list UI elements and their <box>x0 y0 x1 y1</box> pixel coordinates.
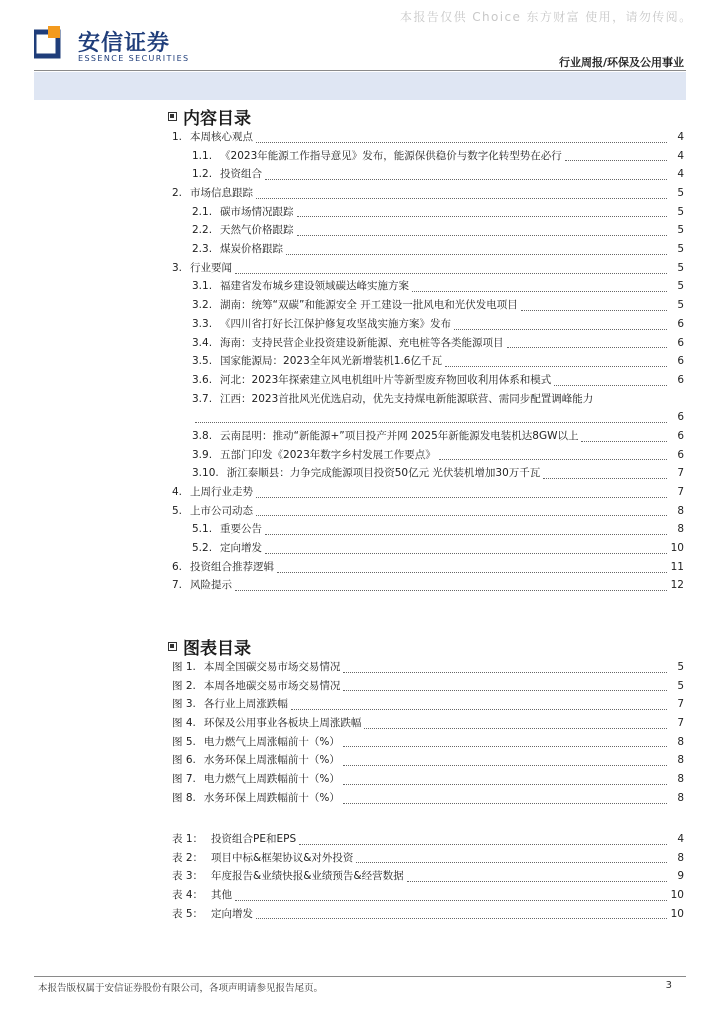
toc-entry[interactable] <box>172 789 684 808</box>
entry-number: 图 2. <box>172 679 196 692</box>
entry-page: 11 <box>670 560 684 573</box>
dot-leader <box>235 259 667 274</box>
dot-leader <box>343 658 667 673</box>
entry-page: 6 <box>677 373 684 386</box>
dot-leader <box>277 558 667 573</box>
entry-title: 本周核心观点 <box>190 130 254 143</box>
toc-entry[interactable] <box>172 184 684 203</box>
dot-leader <box>286 240 667 255</box>
toc-entry[interactable] <box>172 502 684 521</box>
entry-page: 6 <box>677 411 684 424</box>
entry-title: 五部门印发《2023年数字乡村发展工作要点》 <box>220 448 436 461</box>
toc-entry[interactable] <box>172 464 684 483</box>
entry-number: 2. <box>172 187 183 200</box>
entry-page: 5 <box>677 660 684 673</box>
dot-leader <box>297 221 667 236</box>
entry-page: 7 <box>677 486 684 499</box>
entry-number: 表 4： <box>172 889 204 902</box>
dot-leader <box>256 502 667 517</box>
toc-entry[interactable] <box>172 770 684 789</box>
entry-page: 8 <box>677 523 684 536</box>
entry-page: 12 <box>670 579 684 592</box>
dot-leader <box>356 849 667 864</box>
entry-title: 风险提示 <box>190 579 233 592</box>
dot-leader <box>343 677 667 692</box>
dot-leader <box>343 733 667 748</box>
entry-title: 本周全国碳交易市场交易情况 <box>203 660 341 673</box>
entry-number: 3.9. <box>192 448 213 461</box>
dot-leader <box>343 789 667 804</box>
entry-number: 6. <box>172 560 183 573</box>
entry-page: 5 <box>677 280 684 293</box>
company-logo <box>34 24 234 68</box>
entry-number: 图 8. <box>172 791 196 804</box>
entry-page: 5 <box>677 187 684 200</box>
entry-title: 江西：2023首批风光优选启动，优先支持煤电新能源联营、需同步配置调峰能力 <box>220 392 594 405</box>
toc-entry[interactable] <box>172 390 684 427</box>
entry-number: 1.2. <box>192 168 213 181</box>
entry-number: 2.1. <box>192 205 213 218</box>
entry-number: 4. <box>172 486 183 499</box>
dot-leader <box>291 695 667 710</box>
entry-title: 定向增发 <box>220 542 263 555</box>
entry-title: 投资组合PE和EPS <box>211 832 297 845</box>
dot-leader <box>412 278 667 293</box>
toc-entry[interactable] <box>172 886 684 905</box>
entry-title: 河北：2023年探索建立风电机组叶片等新型废弃物回收利用体系和模式 <box>220 373 552 386</box>
entry-number: 表 2： <box>172 851 204 864</box>
toc-entry[interactable] <box>172 315 684 334</box>
entry-title: 年度报告&业绩快报&业绩预告&经营数据 <box>211 870 404 883</box>
entry-title: 各行业上周涨跌幅 <box>203 698 288 711</box>
entry-title: 《四川省打好长江保护修复攻坚战实施方案》发布 <box>220 317 452 330</box>
toc-entry[interactable] <box>172 240 684 259</box>
entry-page: 5 <box>677 261 684 274</box>
table-of-contents <box>172 128 684 595</box>
entry-page: 8 <box>677 504 684 517</box>
entry-title: 投资组合 <box>220 168 263 181</box>
entry-title: 水务环保上周跌幅前十（%） <box>203 791 340 804</box>
dot-leader <box>256 483 667 498</box>
entry-page: 5 <box>677 205 684 218</box>
entry-page: 6 <box>677 429 684 442</box>
toc-entry[interactable] <box>172 539 684 558</box>
figures-heading <box>168 634 251 659</box>
toc-entry[interactable] <box>172 483 684 502</box>
dot-leader <box>364 714 667 729</box>
toc-entry[interactable] <box>172 334 684 353</box>
entry-page: 10 <box>670 542 684 555</box>
entry-title: 环保及公用事业各板块上周涨跌幅 <box>203 717 362 730</box>
dot-leader <box>445 352 667 367</box>
toc-entry[interactable] <box>172 165 684 184</box>
toc-entry[interactable] <box>172 371 684 390</box>
dot-leader <box>507 334 667 349</box>
watermark: 本报告仅供 Choice 东方财富 使用，请勿传阅。 <box>400 10 693 24</box>
toc-entry[interactable] <box>172 714 684 733</box>
entry-number: 图 4. <box>172 717 196 730</box>
entry-title: 煤炭价格跟踪 <box>220 243 284 256</box>
entry-title: 上周行业走势 <box>190 486 254 499</box>
toc-entry[interactable] <box>172 259 684 278</box>
entry-page: 10 <box>670 889 684 902</box>
entry-number: 2.2. <box>192 224 213 237</box>
entry-number: 表 3： <box>172 870 204 883</box>
dot-leader <box>565 147 667 162</box>
toc-entry[interactable] <box>172 147 684 166</box>
entry-number: 3.10. <box>192 467 219 480</box>
entry-page: 4 <box>677 832 684 845</box>
figure-list <box>172 658 684 808</box>
entry-number: 3.8. <box>192 429 213 442</box>
entry-title: 碳市场情况跟踪 <box>220 205 294 218</box>
table-list <box>172 830 684 923</box>
section-bullet-icon <box>168 112 177 121</box>
dot-leader <box>256 905 667 920</box>
page-number: 3 <box>665 980 672 991</box>
dot-leader <box>195 403 667 423</box>
entry-title: 水务环保上周涨幅前十（%） <box>203 754 340 767</box>
dot-leader <box>439 446 667 461</box>
entry-page: 4 <box>677 130 684 143</box>
logo-mark-icon <box>34 26 70 62</box>
entry-number: 3.6. <box>192 373 213 386</box>
entry-number: 5. <box>172 504 183 517</box>
toc-entry[interactable] <box>172 905 684 924</box>
entry-page: 5 <box>677 243 684 256</box>
toc-entry[interactable] <box>172 695 684 714</box>
entry-title: 定向增发 <box>211 907 254 920</box>
toc-entry[interactable] <box>172 867 684 886</box>
entry-number: 3.1. <box>192 280 213 293</box>
dot-leader <box>521 296 667 311</box>
entry-title: 国家能源局：2023全年风光新增装机1.6亿千瓦 <box>220 355 442 368</box>
entry-page: 8 <box>677 851 684 864</box>
dot-leader <box>265 165 667 180</box>
toc-entry[interactable] <box>172 128 684 147</box>
entry-page: 7 <box>677 717 684 730</box>
toc-entry[interactable] <box>172 446 684 465</box>
dot-leader <box>256 184 667 199</box>
toc-entry[interactable] <box>172 558 684 577</box>
entry-number: 图 6. <box>172 754 196 767</box>
entry-title: 云南昆明：推动“新能源+”项目投产并网 2025年新能源发电装机达8GW以上 <box>220 429 579 442</box>
report-category: 行业周报/环保及公用事业 <box>558 56 684 69</box>
entry-number: 图 7. <box>172 773 196 786</box>
toc-entry[interactable] <box>172 221 684 240</box>
dot-leader <box>343 770 667 785</box>
toc-entry[interactable] <box>172 427 684 446</box>
entry-number: 3.7. <box>192 392 213 405</box>
footer-divider <box>34 976 686 977</box>
toc-heading-text: 内容目录 <box>183 109 251 129</box>
entry-number: 3.3. <box>192 317 213 330</box>
entry-title: 市场信息跟踪 <box>190 187 254 200</box>
header-divider <box>34 70 686 71</box>
dot-leader <box>407 867 667 882</box>
header-band <box>34 72 686 100</box>
entry-page: 8 <box>677 754 684 767</box>
entry-number: 图 3. <box>172 698 196 711</box>
toc-entry[interactable] <box>172 520 684 539</box>
entry-page: 5 <box>677 679 684 692</box>
entry-title: 浙江泰顺县：力争完成能源项目投资50亿元 光伏装机增加30万千瓦 <box>226 467 541 480</box>
entry-number: 3. <box>172 261 183 274</box>
entry-number: 7. <box>172 579 183 592</box>
entry-title: 电力燃气上周涨幅前十（%） <box>203 735 340 748</box>
toc-entry[interactable] <box>172 677 684 696</box>
entry-page: 5 <box>677 299 684 312</box>
entry-title: 《2023年能源工作指导意见》发布，能源保供稳价与数字化转型势在必行 <box>220 149 562 162</box>
entry-page: 6 <box>677 355 684 368</box>
entry-page: 6 <box>677 336 684 349</box>
toc-entry[interactable] <box>172 849 684 868</box>
entry-title: 福建省发布城乡建设领域碳达峰实施方案 <box>220 280 410 293</box>
entry-page: 4 <box>677 168 684 181</box>
dot-leader <box>256 128 667 143</box>
entry-number: 1. <box>172 130 183 143</box>
entry-page: 4 <box>677 149 684 162</box>
dot-leader <box>297 203 667 218</box>
entry-page: 9 <box>677 870 684 883</box>
entry-title: 行业要闻 <box>190 261 233 274</box>
entry-page: 7 <box>677 698 684 711</box>
entry-page: 8 <box>677 773 684 786</box>
toc-entry[interactable] <box>172 296 684 315</box>
entry-page: 6 <box>677 448 684 461</box>
entry-number: 图 1. <box>172 660 196 673</box>
figures-heading-text: 图表目录 <box>183 639 251 659</box>
entry-number: 3.2. <box>192 299 213 312</box>
toc-entry[interactable] <box>172 203 684 222</box>
entry-number: 表 1： <box>172 832 204 845</box>
entry-title: 项目中标&框架协议&对外投资 <box>211 851 354 864</box>
dot-leader <box>299 830 667 845</box>
entry-number: 5.1. <box>192 523 213 536</box>
entry-number: 3.4. <box>192 336 213 349</box>
toc-entry[interactable] <box>172 733 684 752</box>
entry-page: 10 <box>670 907 684 920</box>
section-bullet-icon <box>168 642 177 651</box>
entry-title: 重要公告 <box>220 523 263 536</box>
entry-number: 1.1. <box>192 149 213 162</box>
dot-leader <box>343 751 667 766</box>
toc-entry[interactable] <box>172 658 684 677</box>
entry-title: 上市公司动态 <box>190 504 254 517</box>
toc-entry[interactable] <box>172 577 684 596</box>
entry-page: 7 <box>677 467 684 480</box>
entry-title: 电力燃气上周跌幅前十（%） <box>203 773 340 786</box>
toc-entry[interactable] <box>172 352 684 371</box>
logo-text-cn: 安信证券 <box>78 31 171 56</box>
entry-title: 天然气价格跟踪 <box>220 224 294 237</box>
dot-leader <box>543 464 667 479</box>
toc-entry[interactable] <box>172 830 684 849</box>
entry-title: 湖南：统筹“双碳”和能源安全 开工建设一批风电和光伏发电项目 <box>220 299 518 312</box>
entry-page: 6 <box>677 317 684 330</box>
entry-page: 5 <box>677 224 684 237</box>
entry-number: 5.2. <box>192 542 213 555</box>
dot-leader <box>454 315 667 330</box>
entry-page: 8 <box>677 791 684 804</box>
entry-title: 本周各地碳交易市场交易情况 <box>203 679 341 692</box>
entry-number: 3.5. <box>192 355 213 368</box>
entry-title: 海南：支持民营企业投资建设新能源、充电桩等各类能源项目 <box>220 336 504 349</box>
dot-leader <box>235 577 667 592</box>
dot-leader <box>265 520 667 535</box>
dot-leader <box>581 427 667 442</box>
dot-leader <box>265 539 667 554</box>
entry-number: 图 5. <box>172 735 196 748</box>
entry-title: 投资组合推荐逻辑 <box>190 560 275 573</box>
entry-title: 其他 <box>211 889 233 902</box>
entry-page: 8 <box>677 735 684 748</box>
toc-heading <box>168 104 251 129</box>
entry-number: 2.3. <box>192 243 213 256</box>
entry-number: 表 5： <box>172 907 204 920</box>
toc-entry[interactable] <box>172 751 684 770</box>
toc-entry[interactable] <box>172 278 684 297</box>
footer-disclaimer: 本报告版权属于安信证券股份有限公司，各项声明请参见报告尾页。 <box>38 983 324 994</box>
dot-leader <box>235 886 667 901</box>
dot-leader <box>554 371 667 386</box>
logo-text-en: ESSENCE SECURITIES <box>78 54 190 63</box>
